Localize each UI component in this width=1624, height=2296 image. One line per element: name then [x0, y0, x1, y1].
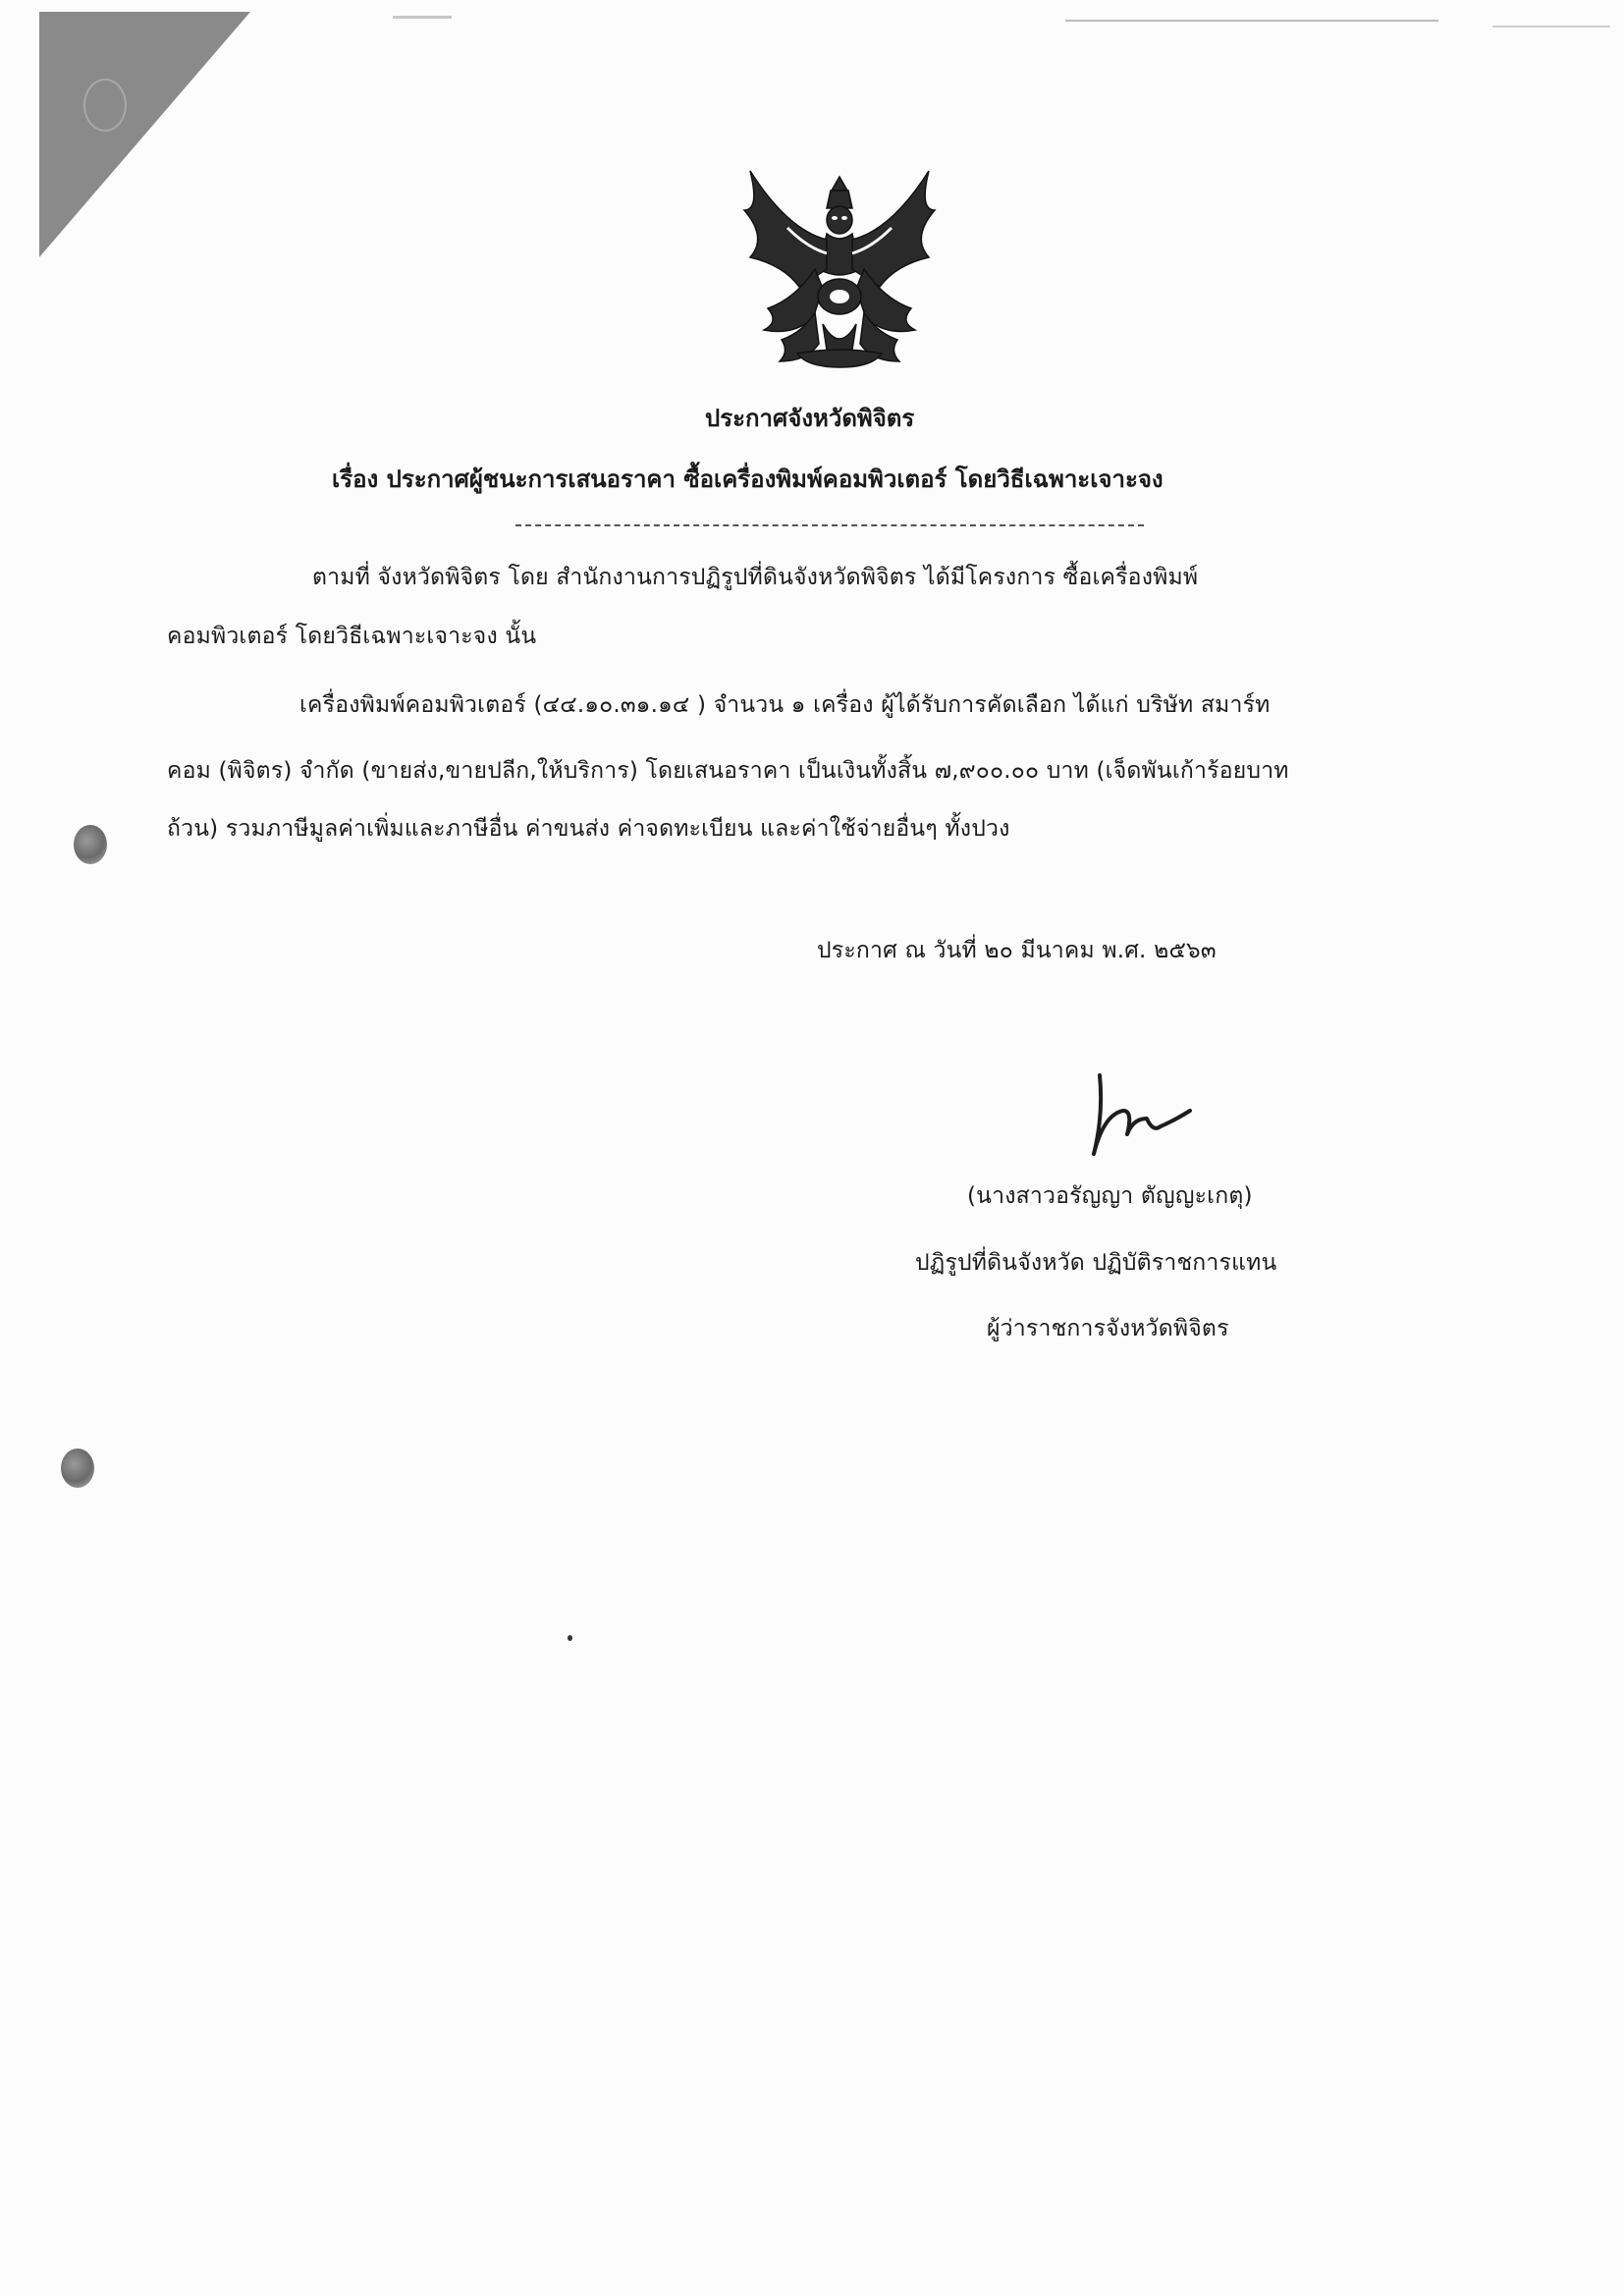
- announcement-subject: เรื่อง ประกาศผู้ชนะการเสนอราคา ซื้อเครื่องพิมพ์คอมพิวเตอร์ โดยวิธีเฉพาะเจาะจง: [332, 465, 1164, 493]
- paragraph-2-line-2: คอม (พิจิตร) จำกัด (ขายส่ง,ขายปลีก,ให้บริการ) โดยเสนอราคา เป็นเงินทั้งสิ้น ๗,๙๐๐.๐๐ บาท (เจ็ดพันเก้าร้อยบาท: [167, 758, 1289, 784]
- punch-hole: [61, 1449, 94, 1488]
- punch-hole: [74, 825, 107, 864]
- paragraph-1-line-1: ตามที่ จังหวัดพิจิตร โดย สำนักงานการปฏิรูปที่ดินจังหวัดพิจิตร ได้มีโครงการ ซื้อเครื่องพิมพ์: [312, 565, 1199, 590]
- title-separator: [515, 524, 1144, 526]
- paragraph-1-line-2: คอมพิวเตอร์ โดยวิธีเฉพาะเจาะจง นั้น: [167, 624, 537, 649]
- handwritten-signature-icon: [1070, 1056, 1218, 1164]
- signatory-position-line-2: ผู้ว่าราชการจังหวัดพิจิตร: [987, 1316, 1229, 1341]
- signatory-position-line-1: ปฏิรูปที่ดินจังหวัด ปฏิบัติราชการแทน: [915, 1250, 1277, 1276]
- scan-artifact: [393, 16, 452, 19]
- signatory-name: (นางสาวอรัญญา ตัญญะเกตุ): [967, 1183, 1253, 1209]
- scan-artifact: [1492, 26, 1610, 27]
- paragraph-2-line-3: ถ้วน) รวมภาษีมูลค่าเพิ่มและภาษีอื่น ค่าขนส่ง ค่าจดทะเบียน และค่าใช้จ่ายอื่นๆ ทั้งปวง: [167, 816, 1010, 842]
- paragraph-2-line-1: เครื่องพิมพ์คอมพิวเตอร์ (๔๔.๑๐.๓๑.๑๔ ) จำนวน ๑ เครื่อง ผู้ได้รับการคัดเลือก ได้แก่ บริษัท สมาร์ท: [299, 692, 1271, 718]
- scan-artifact: [1065, 20, 1438, 22]
- folded-corner: [39, 12, 250, 257]
- ink-speck: [568, 1635, 572, 1641]
- garuda-emblem-icon: [729, 159, 950, 373]
- announcement-date: ประกาศ ณ วันที่ ๒๐ มีนาคม พ.ศ. ๒๕๖๓: [817, 938, 1217, 963]
- corner-smudge: [83, 79, 127, 132]
- announcement-org-title: ประกาศจังหวัดพิจิตร: [705, 405, 915, 432]
